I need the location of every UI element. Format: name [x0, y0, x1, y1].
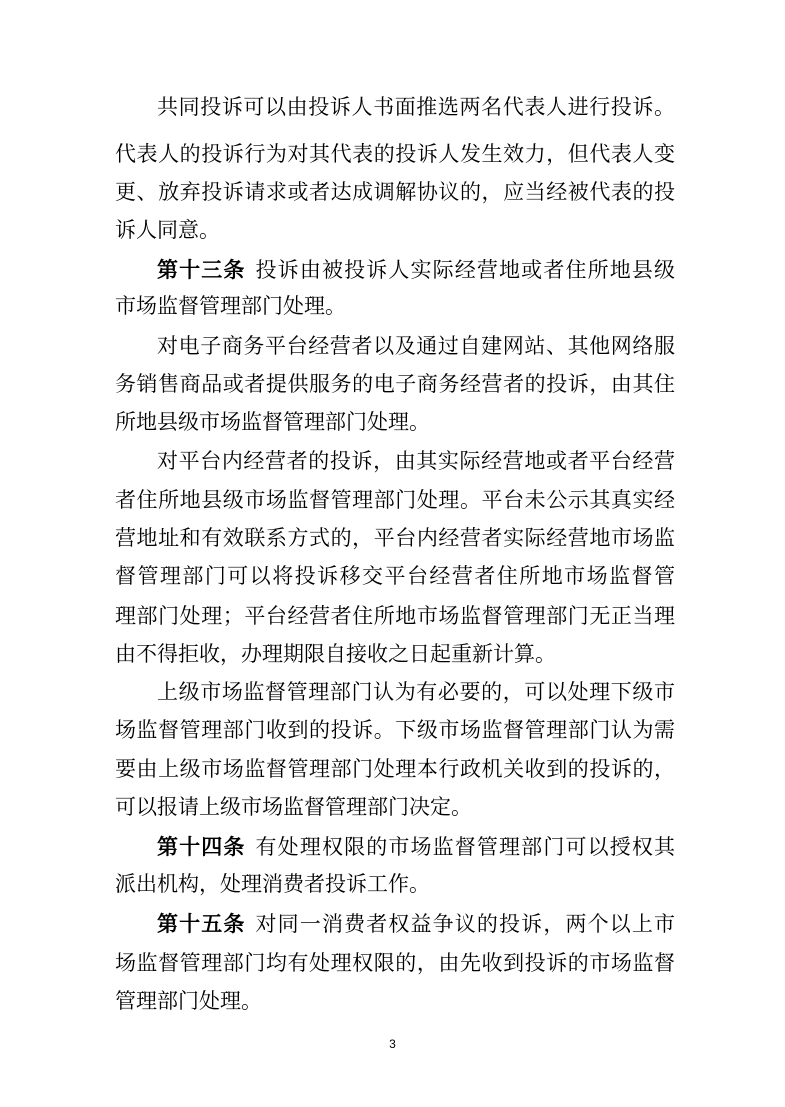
text-span: 对同一消费者权益争议的投诉，两个以上市: [255, 912, 675, 936]
text-line: 共同投诉可以由投诉人书面推选两名代表人进行投诉。: [157, 95, 675, 119]
text-line: 场监督管理部门收到的投诉。下级市场监督管理部门认为需: [115, 718, 675, 742]
article-14-line: [157, 827, 675, 867]
article-13-label: 第十三条: [157, 258, 246, 282]
text-line: 可以报请上级市场监督管理部门决定。: [115, 795, 472, 819]
text-line: 代表人的投诉行为对其代表的投诉人发生效力，但代表人变: [115, 142, 675, 166]
article-13-line: [157, 250, 675, 290]
text-line: 务销售商品或者提供服务的电子商务经营者的投诉，由其住: [115, 372, 675, 396]
text-line: 者住所地县级市场监督管理部门处理。平台未公示其真实经: [115, 488, 675, 512]
text-line: 理部门处理；平台经营者住所地市场监督管理部门无正当理: [115, 604, 675, 628]
text-line: 市场监督管理部门处理。: [115, 294, 346, 318]
text-line: 督管理部门可以将投诉移交平台经营者住所地市场监督管: [115, 564, 675, 588]
text-line: 所地县级市场监督管理部门处理。: [115, 410, 430, 434]
text-line: 管理部门处理。: [115, 989, 262, 1013]
text-line: 对平台内经营者的投诉，由其实际经营地或者平台经营: [157, 449, 675, 473]
page-number: 3: [389, 1037, 396, 1051]
text-line: 场监督管理部门均有处理权限的，由先收到投诉的市场监督: [115, 951, 675, 975]
text-line: 派出机构，处理消费者投诉工作。: [115, 872, 430, 896]
article-14-label: 第十四条: [157, 835, 246, 859]
text-line: 由不得拒收，办理期限自接收之日起重新计算。: [115, 642, 556, 666]
text-line: 要由上级市场监督管理部门处理本行政机关收到的投诉的，: [115, 757, 675, 781]
article-15-label: 第十五条: [157, 912, 246, 936]
text-line: 对电子商务平台经营者以及通过自建网站、其他网络服: [157, 334, 675, 358]
text-span: 有处理权限的市场监督管理部门可以授权其: [255, 835, 675, 859]
text-line: 更、放弃投诉请求或者达成调解协议的，应当经被代表的投: [115, 180, 675, 204]
text-line: 诉人同意。: [115, 218, 220, 242]
text-span: 投诉由被投诉人实际经营地或者住所地县级: [255, 258, 675, 282]
text-line: 营地址和有效联系方式的，平台内经营者实际经营地市场监: [115, 526, 675, 550]
article-15-line: [157, 904, 675, 944]
text-line: 上级市场监督管理部门认为有必要的，可以处理下级市: [157, 680, 675, 704]
